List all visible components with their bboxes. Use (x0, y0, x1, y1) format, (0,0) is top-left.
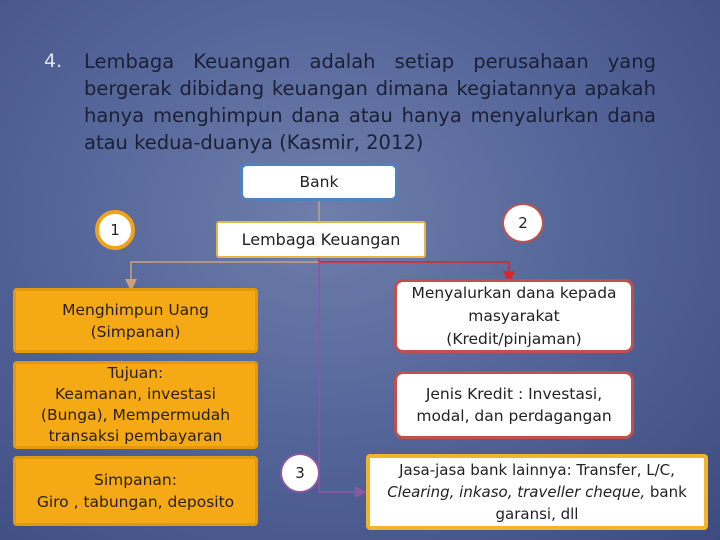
bank-label: Bank (299, 173, 339, 191)
jenis-kredit-box (394, 371, 634, 439)
jasa-line-1: Jasa-jasa bank lainnya: Transfer, L/C, (399, 461, 675, 479)
jenis-kredit-line-2: modal, dan perdagangan (416, 407, 612, 425)
arrow-to-jasa (319, 262, 364, 492)
menyalurkan-box (394, 279, 634, 353)
tujuan-line-1: Tujuan: (107, 364, 164, 382)
paragraph-number: 4. (44, 50, 63, 72)
jasa-line-2-rest: bank (645, 483, 687, 501)
jasa-line-3: garansi, dll (495, 505, 579, 523)
jasa-bank-box (366, 454, 708, 530)
lembaga-keuangan-label: Lembaga Keuangan (241, 229, 401, 249)
tujuan-box (13, 361, 258, 449)
menghimpun-line-2: (Simpanan) (90, 322, 181, 341)
arrow-to-menghimpun (131, 256, 319, 288)
menyalurkan-line-2: masyarakat (468, 306, 560, 325)
badge-1: 1 (95, 210, 135, 250)
badge-3: 3 (280, 453, 320, 493)
jenis-kredit-line-1: Jenis Kredit : Investasi, (425, 385, 603, 403)
tujuan-line-3: (Bunga), Mempermudah (40, 406, 231, 424)
menghimpun-box (13, 288, 258, 353)
simpanan-line-2: Giro , tabungan, deposito (36, 493, 235, 511)
simpanan-box (13, 456, 258, 526)
jasa-line-2 (387, 481, 687, 503)
menyalurkan-line-1: Menyalurkan dana kepada (411, 283, 617, 302)
menghimpun-line-1: Menghimpun Uang (62, 300, 209, 319)
badge-2: 2 (502, 203, 544, 243)
tujuan-line-2: Keamanan, investasi (55, 385, 216, 403)
bank-box (240, 163, 398, 201)
arrow-to-menyalurkan (319, 256, 509, 280)
simpanan-line-1: Simpanan: (94, 471, 177, 489)
definition-paragraph: Lembaga Keuangan adalah setiap perusahaan yang bergerak dibidang keuangan dimana kegiatannya apakah hanya menghimpun dana atau hanya menyalurkan dana atau kedua-duanya (Kasmir, 2012) (84, 50, 656, 154)
menyalurkan-line-3: (Kredit/pinjaman) (446, 329, 582, 348)
jasa-line-2-italic: Clearing, inkaso, traveller cheque, (387, 483, 646, 501)
tujuan-line-4: transaksi pembayaran (48, 427, 223, 445)
lembaga-keuangan-box (216, 221, 426, 258)
